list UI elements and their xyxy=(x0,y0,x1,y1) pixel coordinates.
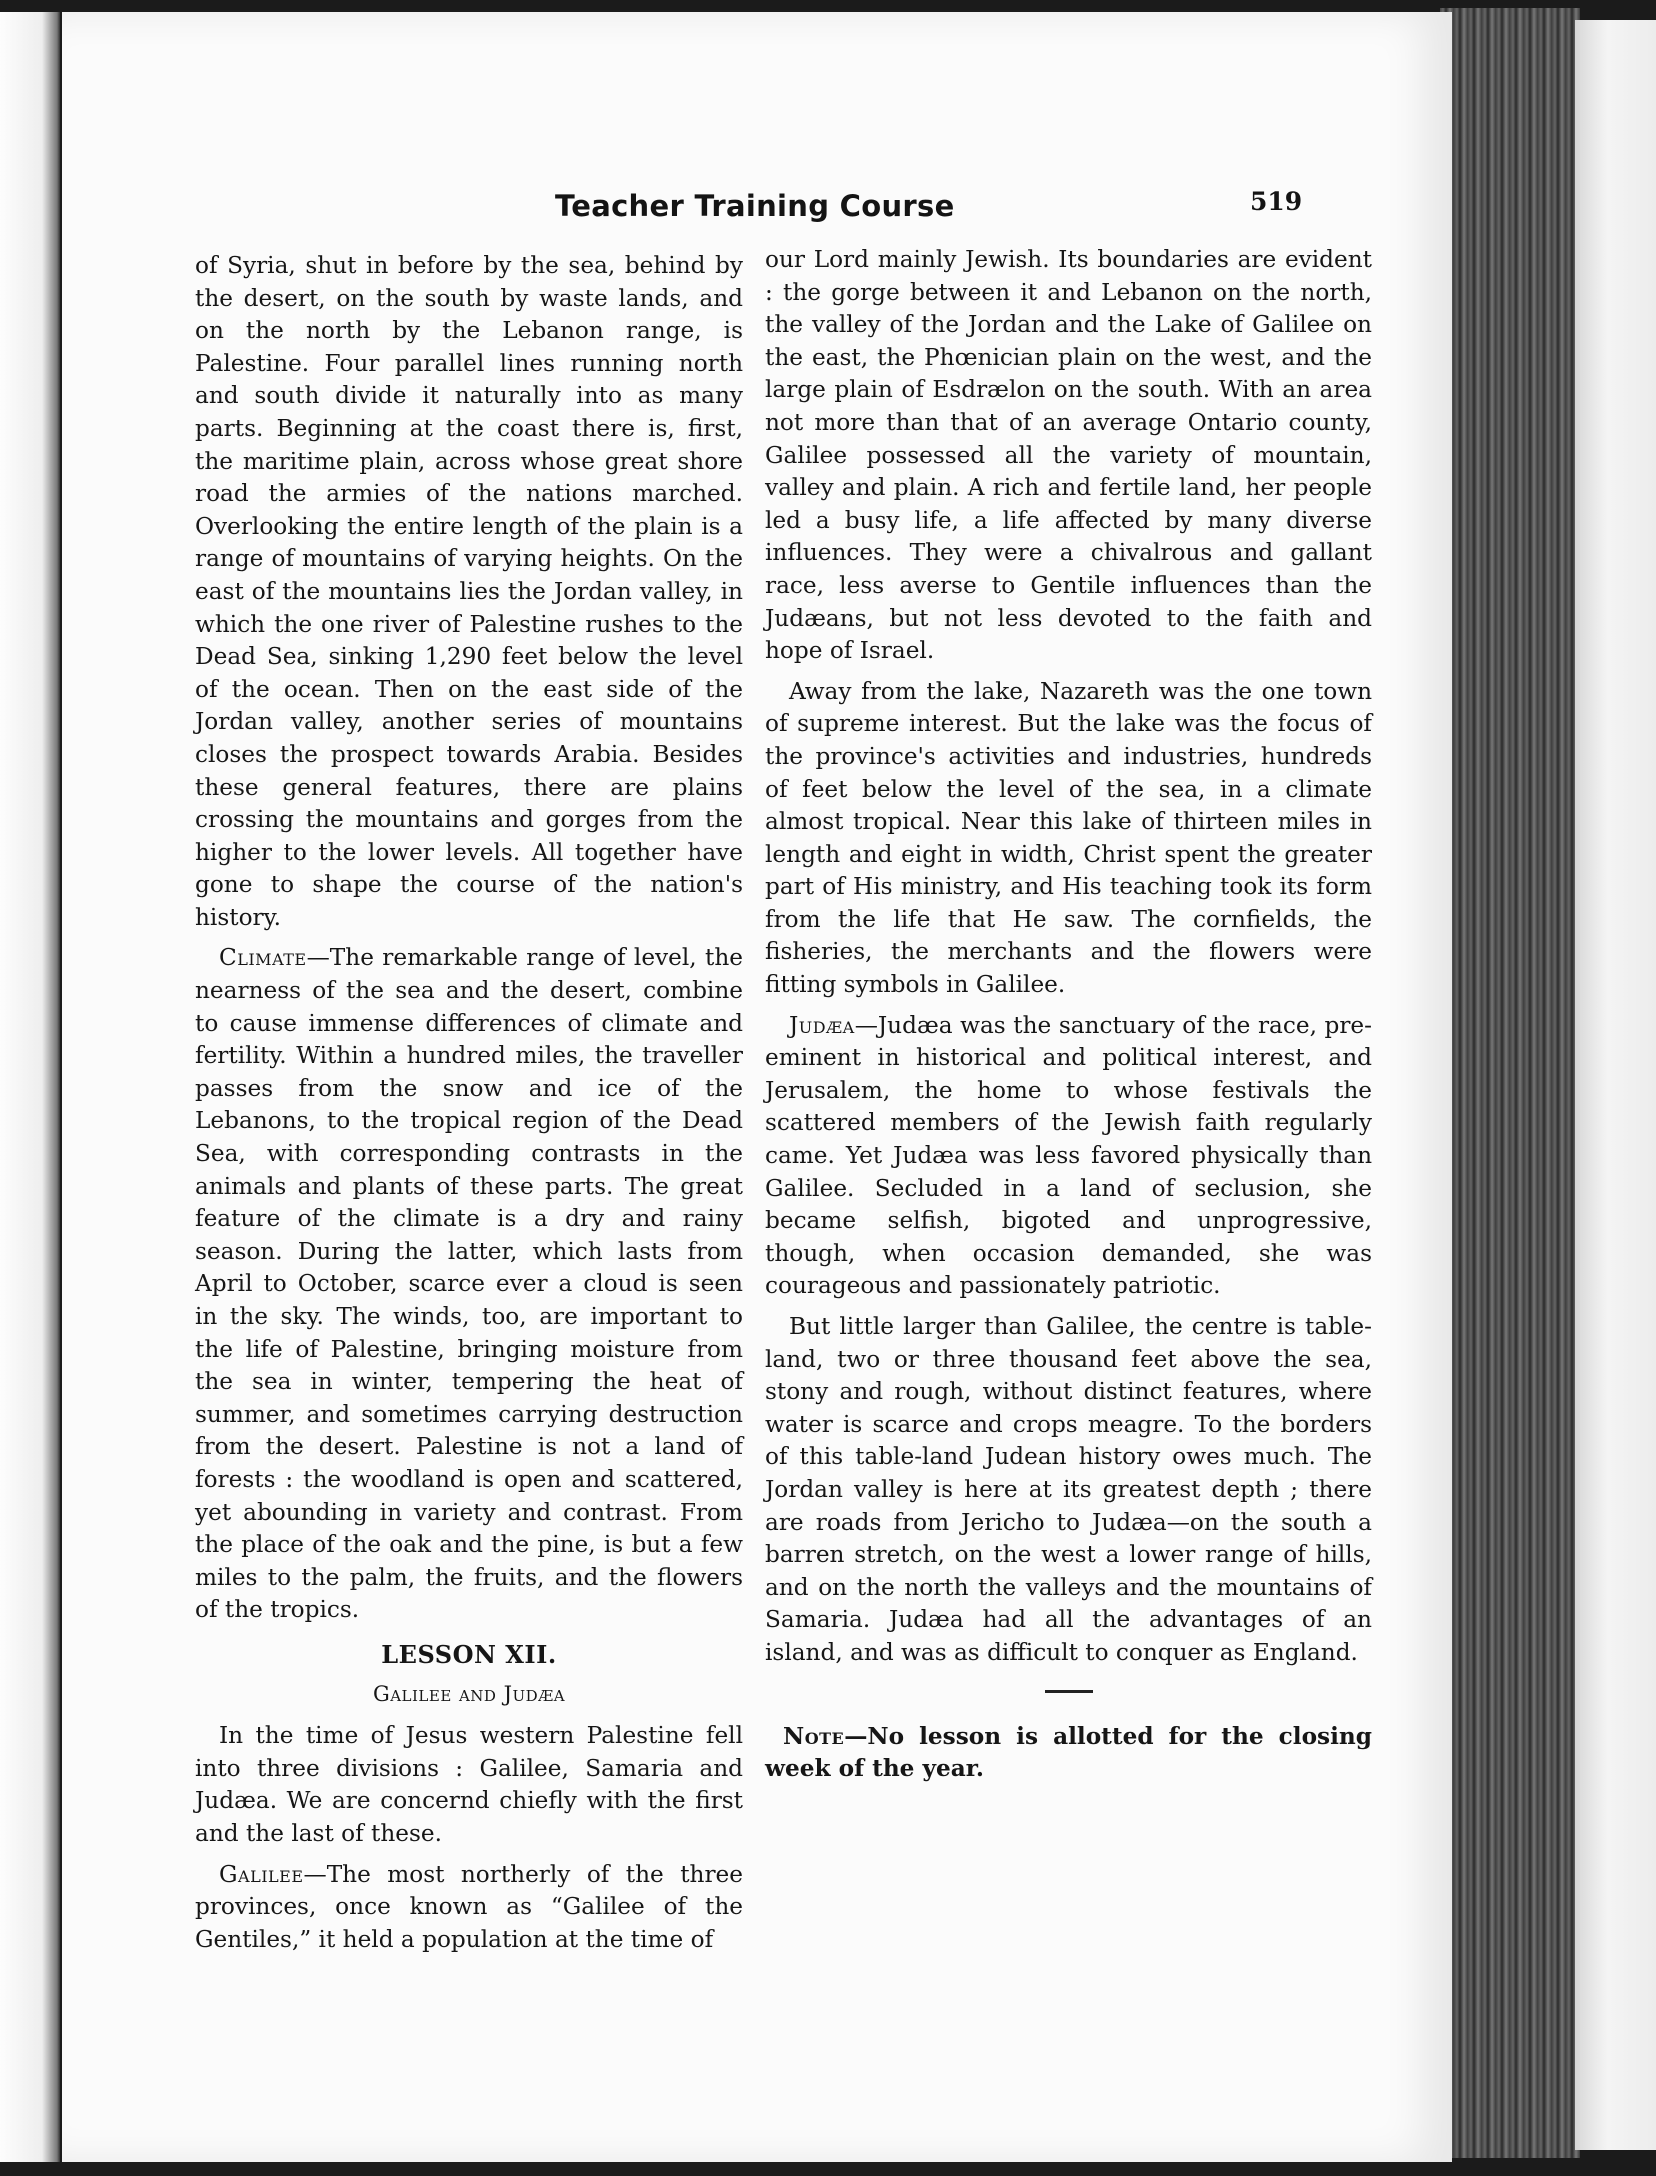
right-column xyxy=(765,244,1372,1794)
climate-text: —The remarkable range of level, the nearness of the sea and the desert, combine to cause immense differences of climate and fertility. Within a hundred miles, the traveller passes from the snow and ice of the Lebanons, to the tropical region of the Dead Sea, with corresponding contrasts in the animals and plants of these parts. The great feature of the climate is a dry and rainy season. During the latter, which lasts from April to October, scarce ever a cloud is seen in the sky. The winds, too, are important to the life of Palestine, bringing moisture from the sea in winter, tempering the heat of summer, and sometimes carrying destruction from the desert. Palestine is not a land of forests : the woodland is open and scattered, yet abounding in variety and contrast. From the place of the oak and the pine, is but a few miles to the palm, the fruits, and the flowers of the tropics. xyxy=(195,944,743,1624)
right-margin-strip xyxy=(1575,20,1656,2150)
paragraph-geography: of Syria, shut in before by the sea, behind by the desert, on the south by waste lands, and on the north by the Lebanon range, is Palestine. Four parallel lines running north and south divide it naturally into as many parts. Beginning at the coast there is, first, the maritime plain, across whose great shore road the armies of the nations marched. Overlooking the entire length of the plain is a range of mountains of varying heights. On the east of the mountains lies the Jordan valley, in which the one river of Palestine rushes to the Dead Sea, sinking 1,290 feet below the level of the ocean. Then on the east side of the Jordan valley, another series of mountains closes the prospect towards Arabia. Besides these general features, there are plains crossing the mountains and gorges from the higher to the lower levels. All together have gone to shape the course of the nation's history. xyxy=(195,252,743,931)
judaea-text: —Judæa was the sanctuary of the race, pre-eminent in historical and political interest, and Jerusalem, the home to whose festivals the scattered members of the Jewish faith regularly came. Yet Judæa was less favored physically than Galilee. Secluded in a land of seclusion, she became selfish, bigoted and unprogressive, though, when occasion demanded, she was courageous and passionately patriotic. xyxy=(765,1011,1372,1300)
lesson-subheading: Galilee and Judæa xyxy=(372,1681,566,1706)
galilee-text: —The most northerly of the three provinces, once known as “Galilee of the Gentiles,” it held a population at the time of xyxy=(195,1860,743,1953)
paragraph-galilee-cont: our Lord mainly Jewish. Its boundaries are evident : the gorge between it and Lebanon on the north, the valley of the Jordan and the Lake of Galilee on the east, the Phœnician plain on the west, and the large plain of Esdrælon on the south. With an area not more than that of an average Ontario county, Galilee possessed all the variety of mountain, valley and plain. A rich and fertile land, her people led a busy life, a life affected by many diverse influences. They were a chivalrous and gallant race, less averse to Gentile influences than the Judæans, but not less devoted to the faith and hope of Israel. xyxy=(765,246,1372,665)
judaea-label: Judæa xyxy=(789,1011,855,1039)
page-number: 519 xyxy=(1250,187,1303,216)
note-divider xyxy=(1045,1690,1093,1693)
paragraph-galilee xyxy=(195,1859,743,1957)
paragraph-tableland: But little larger than Galilee, the centre is table-land, two or three thousand feet above the sea, stony and rough, without distinct features, where water is scarce and crops meagre. To the borders of this table-land Judean history owes much. The Jordan valley is here at its greatest depth ; there are roads from Jericho to Judæa—on the south a barren stretch, on the west a lower range of hills, and on the north the valleys and the mountains of Samaria. Judæa had all the advantages of an island, and was as difficult to conquer as England. xyxy=(765,1313,1372,1666)
left-column xyxy=(195,250,743,1964)
paragraph-judaea xyxy=(765,1010,1372,1303)
book-page xyxy=(62,12,1452,2162)
running-title: Teacher Training Course xyxy=(555,189,955,223)
paragraph-divisions: In the time of Jesus western Palestine fell into three divisions : Galilee, Samaria and Judæa. We are concernd chiefly with the first and the last of these. xyxy=(195,1722,743,1847)
book-page-edges xyxy=(1440,8,1580,2158)
closing-note xyxy=(765,1721,1372,1786)
paragraph-nazareth: Away from the lake, Nazareth was the one town of supreme interest. But the lake was the focus of the province's activities and industries, hundreds of feet below the level of the sea, in a climate almost tropical. Near this lake of thirteen miles in length and eight in width, Christ spent the greater part of His ministry, and His teaching took its form from the life that He saw. The cornfields, the fisheries, the merchants and the flowers were fitting symbols in Galilee. xyxy=(765,677,1372,999)
galilee-label: Galilee xyxy=(219,1860,304,1888)
lesson-heading: LESSON XII. xyxy=(381,1639,557,1669)
climate-label: Climate xyxy=(219,944,307,972)
paragraph-climate xyxy=(195,942,743,1626)
page-header xyxy=(62,177,1452,227)
note-label: Note xyxy=(783,1722,845,1750)
left-page-edge xyxy=(0,12,60,2162)
note-text: —No lesson is allotted for the closing week of the year. xyxy=(765,1722,1372,1783)
